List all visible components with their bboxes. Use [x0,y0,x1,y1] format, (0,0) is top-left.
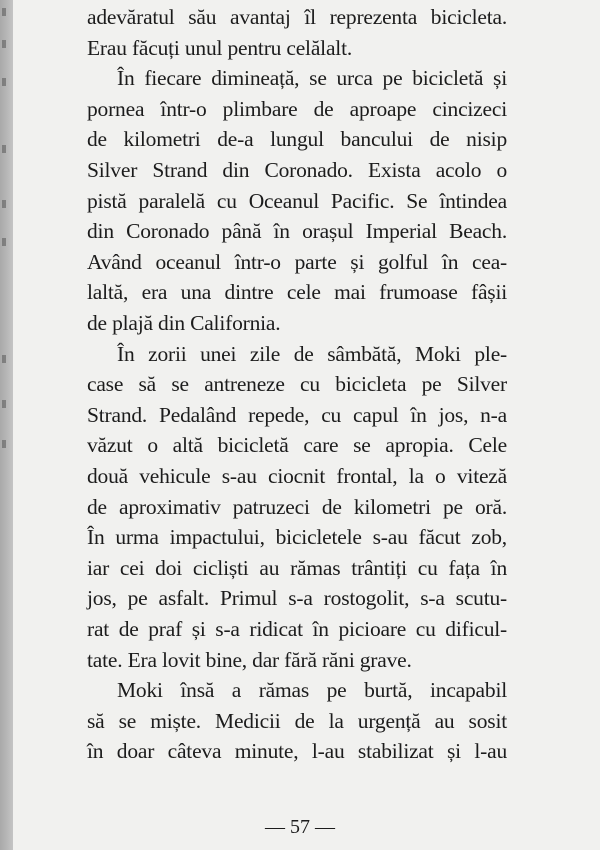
gutter-mark [2,440,6,448]
text-line: laltă, era una dintre cele mai frumoase fâșii [87,280,507,305]
text-line: două vehicule s-au ciocnit frontal, la o viteză [87,464,507,488]
text-line: Strand. Pedalând repede, cu capul în jos, n-a [87,402,507,427]
text-line: În zorii unei zile de sâmbătă, Moki ple- [117,341,507,366]
text-line: să se miște. Medicii de la urgență au sosit [87,708,507,733]
text-line: în doar câteva minute, l-au stabilizat și l-au [87,739,507,764]
gutter-mark [2,238,6,246]
text-line: Având oceanul într-o parte și golful în cea- [87,249,507,274]
page-number: — 57 — [265,816,335,838]
text-line: tate. Era lovit bine, dar fără răni grave. [87,647,412,672]
text-line: case să se antreneze cu bicicleta pe Silver [87,372,507,397]
gutter-mark [2,355,6,363]
text-line: rat de praf și s-a ridicat în picioare cu dificul- [87,617,507,641]
gutter-mark [2,200,6,208]
text-line: de kilometri de-a lungul bancului de nisip [87,127,507,152]
text-line: din Coronado până în orașul Imperial Beach. [87,219,507,244]
text-line: În fiecare dimineață, se urca pe bicicletă și [117,66,507,91]
text-line: de aproximativ patruzeci de kilometri pe oră. [87,494,507,519]
gutter-mark [2,400,6,408]
text-line: adevăratul său avantaj îl reprezenta bicicleta. [87,5,507,29]
text-line: Erau făcuți unul pentru celălalt. [87,35,353,60]
text-line: de plajă din California. [87,311,281,335]
text-line: Silver Strand din Coronado. Exista acolo o [87,158,507,182]
gutter-mark [2,40,6,48]
text-line: pornea într-o plimbare de aproape cincizeci [87,96,507,121]
gutter-mark [2,145,6,153]
text-line: iar cei doi cicliști au rămas trântiți cu fața în [87,555,507,580]
text-line: jos, pe asfalt. Primul s-a rostogolit, s-a scutu- [87,586,507,611]
text-line: văzut o altă bicicletă care se apropia. Cele [87,433,507,458]
text-line: pistă paralelă cu Oceanul Pacific. Se întindea [87,188,507,213]
text-line: Moki însă a rămas pe burtă, incapabil [117,678,507,703]
gutter-mark [2,8,6,16]
adjacent-page-gutter [0,0,13,850]
gutter-mark [2,78,6,86]
text-line: În urma impactului, bicicletele s-au făcut zob, [87,525,507,550]
